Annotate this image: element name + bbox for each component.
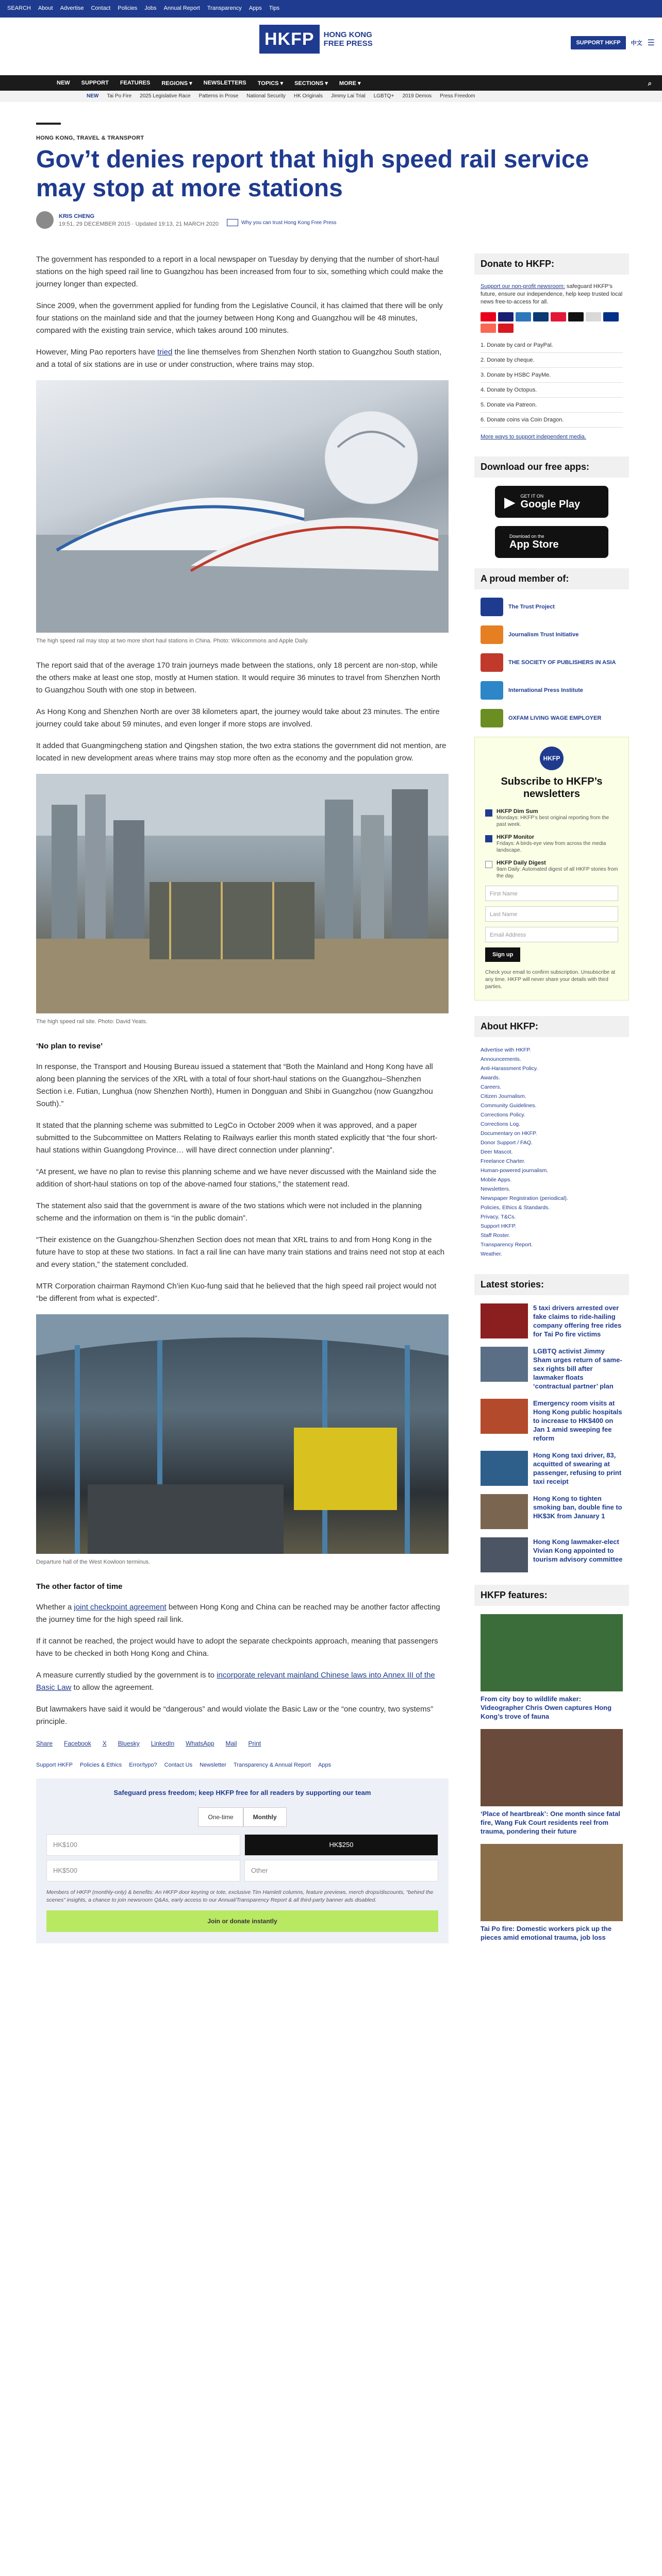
amount-option[interactable]: HK$500: [46, 1860, 240, 1882]
article-photo-trains: [36, 380, 449, 633]
about-link[interactable]: Awards.: [481, 1075, 500, 1081]
donate-option[interactable]: 3. Donate by HSBC PayMe.: [481, 368, 623, 383]
member-logo-icon: [481, 653, 503, 672]
about-link[interactable]: Deer Mascot.: [481, 1149, 513, 1155]
amount-option[interactable]: HK$100: [46, 1834, 240, 1856]
logo-text-line-1: HONG KONG: [323, 30, 372, 39]
about-link[interactable]: Anti-Harassment Policy.: [481, 1065, 538, 1072]
meta-link[interactable]: Policies & Ethics: [79, 1762, 122, 1768]
header-actions: [571, 36, 655, 49]
member-logo-icon: [481, 625, 503, 644]
article-meta-links: [36, 1759, 449, 1771]
share-bar: [36, 1737, 449, 1750]
inline-link[interactable]: incorporate relevant mainland Chinese laws into Annex III of the Basic Law: [36, 1671, 435, 1692]
story-thumbnail: [481, 1399, 528, 1434]
apple-pay-icon: [568, 312, 584, 321]
first-name-input[interactable]: First Name: [485, 886, 618, 901]
member-title: A proud member of:: [474, 568, 629, 589]
article-photo-rail-site: [36, 774, 449, 1013]
photo-caption: Departure hall of the West Kowloon terminus.: [36, 1559, 151, 1565]
paragraph: However, Ming Pao reporters have tried the line themselves from Shenzhen North station to Guangzhou South station, and a total of six stations are in use or under construction, where trains may stop.: [36, 348, 442, 369]
site-logo[interactable]: [259, 23, 403, 56]
newsletter-logo: HKFP: [540, 747, 564, 770]
member-name: OXFAM LIVING WAGE EMPLOYER: [508, 715, 602, 721]
payment-card-icons: [474, 312, 629, 333]
meta-link[interactable]: Apps: [318, 1762, 332, 1768]
about-title: About HKFP:: [474, 1016, 629, 1037]
latest-story[interactable]: [474, 1303, 629, 1338]
meta-link[interactable]: Support HKFP: [36, 1762, 73, 1768]
member-name: THE SOCIETY OF PUBLISHERS IN ASIA: [508, 659, 616, 666]
story-title[interactable]: Hong Kong to tighten smoking ban, double fine to HK$3K from January 1: [533, 1495, 622, 1520]
share-link[interactable]: Facebook: [64, 1740, 91, 1747]
share-link[interactable]: WhatsApp: [186, 1740, 214, 1747]
google-pay-icon: [586, 312, 601, 321]
subnav-item[interactable]: 2025 Legislative Race: [140, 93, 191, 99]
story-thumbnail: [481, 1537, 528, 1572]
about-link[interactable]: Newsletters.: [481, 1186, 510, 1192]
google-play-badge[interactable]: ▶ GET IT ON Google Play: [495, 486, 608, 518]
latest-story[interactable]: [474, 1537, 629, 1572]
newsletter-signup: [474, 737, 629, 1001]
photo-caption: The high speed rail may stop at two more short haul stations in China. Photo: Wikicommons and Apple Daily.: [36, 638, 309, 644]
city-illustration: [36, 774, 449, 1013]
inline-link[interactable]: joint checkpoint agreement: [74, 1603, 167, 1612]
member-org[interactable]: [474, 653, 629, 672]
paragraph: It stated that the planning scheme was submitted to LegCo in October 2009 when it was approved, and a paper submitted to the Subcommittee on Matters Relating to Railways earlier this month stated explicitly that “the four short-haul stations within Guangdong Province… will have direct connection under planning”.: [36, 1121, 438, 1155]
newsletter-option-title: HKFP Monitor: [496, 834, 535, 840]
subnav-item[interactable]: Jimmy Lai Trial: [331, 93, 366, 99]
newsletter-option-desc: Mondays: HKFP’s best original reporting from the past week.: [496, 815, 609, 827]
donate-options: [474, 338, 629, 428]
about-link[interactable]: Mobile Apps.: [481, 1177, 512, 1183]
share-link[interactable]: X: [102, 1740, 107, 1747]
photo-caption: The high speed rail site. Photo: David Yeats.: [36, 1019, 147, 1025]
about-link[interactable]: Policies, Ethics & Standards.: [481, 1205, 550, 1211]
story-title[interactable]: Hong Kong lawmaker-elect Vivian Kong appointed to tourism advisory committee: [533, 1538, 623, 1563]
chinese-link[interactable]: 中文: [631, 40, 642, 46]
checkbox[interactable]: [485, 809, 492, 817]
topbar-link[interactable]: Annual Report: [163, 5, 200, 11]
subnav-new-label: NEW: [87, 93, 99, 99]
about-link[interactable]: Corrections Log.: [481, 1121, 521, 1127]
donate-widget: [36, 1778, 449, 1943]
latest-story[interactable]: [474, 1494, 629, 1529]
nav-item[interactable]: TOPICS ▾: [257, 80, 284, 87]
paragraph: But lawmakers have said it would be “dangerous” and would violate the Basic Law or the “one country, two systems” principle.: [36, 1705, 434, 1726]
story-thumbnail: [481, 1347, 528, 1382]
topbar-link[interactable]: Jobs: [144, 5, 157, 11]
subnav-item[interactable]: Patterns in Prose: [198, 93, 239, 99]
nav-item[interactable]: SECTIONS ▾: [294, 80, 328, 87]
story-title[interactable]: Hong Kong taxi driver, 83, acquitted of swearing at passenger, refusing to print taxi receipt: [533, 1451, 622, 1485]
paragraph: The government has responded to a report in a local newspaper on Tuesday by denying that the number of short-haul stations on the high speed rail line to Guangzhou has been increased from four to six, something which could make the journey longer than expected.: [36, 255, 443, 289]
donate-sidebar-text: Support our non-profit newsroom: safeguard HKFP’s future, ensure our independence, help keep trusted local news free-to-access for all.: [481, 283, 623, 305]
apps-title: Download our free apps:: [474, 456, 629, 478]
checkbox[interactable]: [485, 861, 492, 868]
frequency-toggle: [46, 1807, 438, 1827]
inline-link[interactable]: tried: [157, 348, 173, 357]
paragraph: “Their existence on the Guangzhou-Shenzhen Section does not mean that XRL trains to and from Hong Kong in the future have to stop at these two stations. In fact a rail line can have many train stations and trains need not stop at each and every station,” the statement concluded.: [36, 1235, 445, 1269]
story-title[interactable]: Emergency room visits at Hong Kong public hospitals to increase to HK$400 on Jan 1 amid sweeping fee reform: [533, 1399, 622, 1442]
paragraph: “At present, we have no plan to revise this planning scheme and we have never discussed with the Mainland side the addition of short-haul stations on top of the above-named four stations,” the statement read.: [36, 1167, 437, 1189]
about-link[interactable]: Privacy, T&Cs.: [481, 1214, 516, 1220]
subnav-item[interactable]: HK Originals: [293, 93, 323, 99]
member-logo-icon: [481, 681, 503, 700]
signup-button[interactable]: Sign up: [485, 947, 520, 962]
topbar-link[interactable]: Tips: [269, 5, 280, 11]
search-link[interactable]: SEARCH: [7, 5, 31, 11]
nav-item[interactable]: SUPPORT: [81, 80, 109, 86]
hall-illustration: [36, 1314, 449, 1554]
article-body: [36, 253, 449, 1943]
paragraph: The statement also said that the government is aware of the two stations which were not included in the planning scheme and the information on them is “in the public domain”.: [36, 1201, 422, 1223]
checkbox[interactable]: [485, 835, 492, 842]
member-org[interactable]: [474, 598, 629, 616]
member-org[interactable]: [474, 709, 629, 727]
trust-link[interactable]: [227, 219, 337, 226]
share-link[interactable]: Print: [248, 1740, 261, 1747]
jcb-icon: [551, 312, 566, 321]
payme-icon: [498, 324, 514, 333]
member-name: The Trust Project: [508, 604, 555, 610]
feature-image: [481, 1614, 623, 1691]
about-link[interactable]: Donor Support / FAQ.: [481, 1140, 533, 1146]
support-button[interactable]: SUPPORT HKFP: [571, 36, 625, 49]
nav-item[interactable]: REGIONS ▾: [161, 80, 192, 87]
subnav-item[interactable]: LGBTQ+: [373, 93, 394, 99]
member-org[interactable]: [474, 625, 629, 644]
last-name-input[interactable]: Last Name: [485, 906, 618, 922]
about-link[interactable]: Support HKFP.: [481, 1223, 517, 1229]
share-link[interactable]: Bluesky: [118, 1740, 140, 1747]
about-link[interactable]: Transparency Report.: [481, 1242, 533, 1248]
donate-option[interactable]: 2. Donate by cheque.: [481, 353, 623, 368]
about-list: [474, 1045, 629, 1259]
sub-nav: [0, 91, 662, 102]
latest-story[interactable]: [474, 1399, 629, 1443]
topbar-link[interactable]: Apps: [249, 5, 262, 11]
about-link[interactable]: Weather.: [481, 1251, 502, 1257]
email-input[interactable]: Email Address: [485, 927, 618, 942]
search-icon[interactable]: ⌕: [648, 79, 652, 87]
feature-title[interactable]: From city boy to wildlife maker: Videographer Chris Owen captures Hong Kong’s trove of fauna: [481, 1695, 612, 1720]
menu-icon[interactable]: ☰: [647, 39, 655, 47]
feature-image: [481, 1844, 623, 1921]
story-thumbnail: [481, 1303, 528, 1338]
paragraph: Whether a joint checkpoint agreement between Hong Kong and China can be reached may be another factor affecting the journey time for the high speed rail link.: [36, 1603, 440, 1624]
section-heading: The other factor of time: [36, 1582, 123, 1591]
topbar-link[interactable]: Contact: [91, 5, 111, 11]
donate-sidebar-title: Donate to HKFP:: [474, 253, 629, 275]
freq-one-time[interactable]: One-time: [198, 1807, 243, 1827]
meta-link[interactable]: Transparency & Annual Report: [234, 1762, 311, 1768]
article-photo-departure-hall: [36, 1314, 449, 1554]
topbar-link[interactable]: Advertise: [60, 5, 84, 11]
donate-option[interactable]: 1. Donate by card or PayPal.: [481, 338, 623, 353]
subnav-item[interactable]: National Security: [246, 93, 286, 99]
paragraph: A measure currently studied by the government is to incorporate relevant mainland Chinese laws into Annex III of the Basic Law to allow the agreement.: [36, 1671, 435, 1692]
freq-monthly[interactable]: Monthly: [243, 1807, 287, 1827]
features-title: HKFP features:: [474, 1585, 629, 1606]
member-logo-icon: [481, 598, 503, 616]
donate-button[interactable]: Join or donate instantly: [46, 1910, 438, 1932]
feature-title[interactable]: ‘Place of heartbreak’: One month since fatal fire, Wang Fuk Court residents reel from trauma, pondering their future: [481, 1810, 620, 1835]
kicker-bar: [36, 123, 61, 125]
about-link[interactable]: Staff Roster.: [481, 1232, 510, 1239]
topbar-link[interactable]: About: [38, 5, 53, 11]
member-name: Journalism Trust Initiative: [508, 632, 579, 638]
paragraph: The report said that of the average 170 train journeys made between the stations, only 18 percent are non-stop, while the others make at least one stop, mostly at Humen station. It would require 36 minutes to travel from Shenzhen North to Guangzhou South with one stop in between.: [36, 661, 440, 694]
mastercard-icon: [481, 312, 496, 321]
nav-item[interactable]: NEW: [57, 80, 70, 86]
subnav-item[interactable]: Press Freedom: [440, 93, 475, 99]
amount-option-selected[interactable]: HK$250: [244, 1834, 438, 1856]
about-link[interactable]: Corrections Policy.: [481, 1112, 525, 1118]
newsletter-option[interactable]: [485, 860, 618, 879]
member-org[interactable]: [474, 681, 629, 700]
donate-widget-heading: Safeguard press freedom; keep HKFP free for all readers by supporting our team: [113, 1789, 371, 1797]
share-link[interactable]: Mail: [225, 1740, 237, 1747]
paragraph: Since 2009, when the government applied for funding from the Legislative Council, it has claimed that there will be only four stations on the mainland side and that the journey between Hong Kong and Guangzhou will be 48 minutes, compared with the existing train service, which takes around 100 minutes.: [36, 301, 443, 335]
train-illustration: [36, 380, 449, 633]
newsletter-option-title: HKFP Daily Digest: [496, 860, 546, 866]
about-link[interactable]: Careers.: [481, 1084, 502, 1090]
patreon-icon: [481, 324, 496, 333]
trust-badge-icon: [227, 219, 238, 226]
member-logo-icon: [481, 709, 503, 727]
about-link[interactable]: Announcements.: [481, 1056, 521, 1062]
latest-title: Latest stories:: [474, 1274, 629, 1295]
amount-option-other[interactable]: Other: [244, 1860, 438, 1882]
donate-option[interactable]: 6. Donate coins via Coin Dragon.: [481, 413, 623, 428]
author-avatar: [36, 211, 54, 229]
newsletter-footnote: Check your email to confirm subscription. Unsubscribe at any time. HKFP will never share your details with third parties.: [485, 970, 616, 990]
subnav-item[interactable]: 2019 Demos: [402, 93, 432, 99]
paypal-icon: [603, 312, 619, 321]
about-link[interactable]: Documentary on HKFP.: [481, 1130, 537, 1137]
about-link[interactable]: Newspaper Registration (periodical).: [481, 1195, 568, 1201]
nav-item[interactable]: FEATURES: [120, 80, 151, 86]
about-link[interactable]: Citizen Journalism.: [481, 1093, 526, 1099]
topbar-link[interactable]: Policies: [118, 5, 138, 11]
google-play-icon: ▶: [504, 494, 516, 510]
logo-box: HKFP: [259, 25, 320, 54]
category-kicker[interactable]: HONG KONG, TRAVEL & TRANSPORT: [36, 135, 144, 141]
section-heading: ‘No plan to revise’: [36, 1042, 103, 1050]
newsletter-option-title: HKFP Dim Sum: [496, 808, 538, 815]
paragraph: It added that Guangmingcheng station and Qingshen station, the two extra stations the government did not mention, are located in new development areas where trains may stop more often as the economy and the population grow.: [36, 741, 446, 762]
about-link[interactable]: Freelance Charter.: [481, 1158, 525, 1164]
paragraph: In response, the Transport and Housing Bureau issued a statement that “Both the Mainland and Hong Kong have all along been planning the services of the XRL with a total of four short-haul stations on the Guangzhou–Shenzhen Section i.e. Futian, Lunghua (now Shenzhen North), Humen in Dongguan and Shibi in Guangzhou (now Guangzhou South).”: [36, 1062, 433, 1108]
feature-story[interactable]: [474, 1614, 629, 1721]
visa-icon: [498, 312, 514, 321]
feature-title[interactable]: Tai Po fire: Domestic workers pick up the pieces amid emotional trauma, job loss: [481, 1925, 612, 1941]
nav-item[interactable]: NEWSLETTERS: [203, 80, 246, 86]
meta-link[interactable]: Error/typo?: [129, 1762, 157, 1768]
paragraph: As Hong Kong and Shenzhen North are over 38 kilometers apart, the journey would take about 23 minutes. The entire journey could take about 59 minutes, and even longer if more stops are involved.: [36, 707, 440, 728]
latest-story[interactable]: [474, 1347, 629, 1391]
story-thumbnail: [481, 1494, 528, 1529]
share-link[interactable]: LinkedIn: [151, 1740, 175, 1747]
paragraph: MTR Corporation chairman Raymond Ch’ien Kuo-fung said that he believed that the high speed rail project would not “be different from what is expected”.: [36, 1282, 437, 1303]
about-link[interactable]: Community Guidelines.: [481, 1103, 537, 1109]
newsletter-option[interactable]: [485, 808, 618, 828]
story-title[interactable]: 5 taxi drivers arrested over fake claims to ride-hailing company offering free rides for Tai Po fire victims: [533, 1304, 622, 1338]
story-title[interactable]: LGBTQ activist Jimmy Sham urges return of same-sex rights bill after lawmaker floats ‘contractual partner’ plan: [533, 1347, 622, 1390]
more-ways-link[interactable]: More ways to support independent media.: [481, 434, 586, 440]
feature-story[interactable]: [474, 1729, 629, 1836]
feature-image: [481, 1729, 623, 1806]
app-store-badge[interactable]: Download on the App Store: [495, 526, 608, 558]
trust-text: Why you can trust Hong Kong Free Press: [241, 219, 337, 226]
article-title: Gov’t denies report that high speed rail service may stop at more stations: [36, 146, 589, 202]
story-thumbnail: [481, 1451, 528, 1486]
newsletter-title: Subscribe to HKFP’s newsletters: [501, 776, 603, 800]
member-name: International Press Institute: [508, 687, 583, 693]
logo-text-line-2: FREE PRESS: [323, 39, 373, 48]
amount-options: [46, 1834, 438, 1882]
latest-story[interactable]: [474, 1451, 629, 1486]
share-link[interactable]: Share: [36, 1740, 53, 1747]
author-name[interactable]: KRIS CHENG: [59, 213, 95, 219]
subnav-item[interactable]: Tai Po Fire: [107, 93, 132, 99]
newsletter-option-desc: Fridays: A birds-eye view from across the media landscape.: [496, 841, 606, 853]
unionpay-icon: [533, 312, 549, 321]
topbar-link[interactable]: Transparency: [207, 5, 242, 11]
sidebar: [474, 253, 629, 1950]
donate-option[interactable]: 4. Donate by Octopus.: [481, 383, 623, 398]
paragraph: If it cannot be reached, the project would have to adopt the separate checkpoints approach, meaning that passengers have to be checked in both Hong Kong and China.: [36, 1637, 438, 1658]
newsletter-option-desc: 9am Daily: Automated digest of all HKFP stories from the day.: [496, 867, 618, 879]
donate-option[interactable]: 5. Donate via Patreon.: [481, 398, 623, 413]
meta-link[interactable]: Contact Us: [164, 1762, 193, 1768]
nav-item[interactable]: MORE ▾: [339, 80, 361, 87]
publish-date: 19:51, 29 DECEMBER 2015 · Updated 19:13, 21 MARCH 2020: [59, 221, 219, 227]
main-nav: [0, 75, 662, 91]
meta-link[interactable]: Newsletter: [200, 1762, 227, 1768]
about-link[interactable]: Human-powered journalism.: [481, 1167, 549, 1174]
newsletter-option[interactable]: [485, 834, 618, 854]
donate-sidebar-link[interactable]: Support our non-profit newsroom:: [481, 283, 565, 290]
feature-story[interactable]: [474, 1844, 629, 1942]
membership-note: Members of HKFP (monthly-only) & benefits: An HKFP door keyring or tote, exclusive Tim Hamlett columns, feature previews, merch drops/discounts, “behind the scenes” insights, a chance to join newsroom Q&As, early access to our Annual/Transparency Report & all third-party banner ads disabled.: [46, 1889, 434, 1903]
byline: [36, 211, 219, 229]
about-link[interactable]: Advertise with HKFP.: [481, 1047, 531, 1053]
amex-icon: [516, 312, 531, 321]
top-utility-bar: [0, 0, 662, 18]
